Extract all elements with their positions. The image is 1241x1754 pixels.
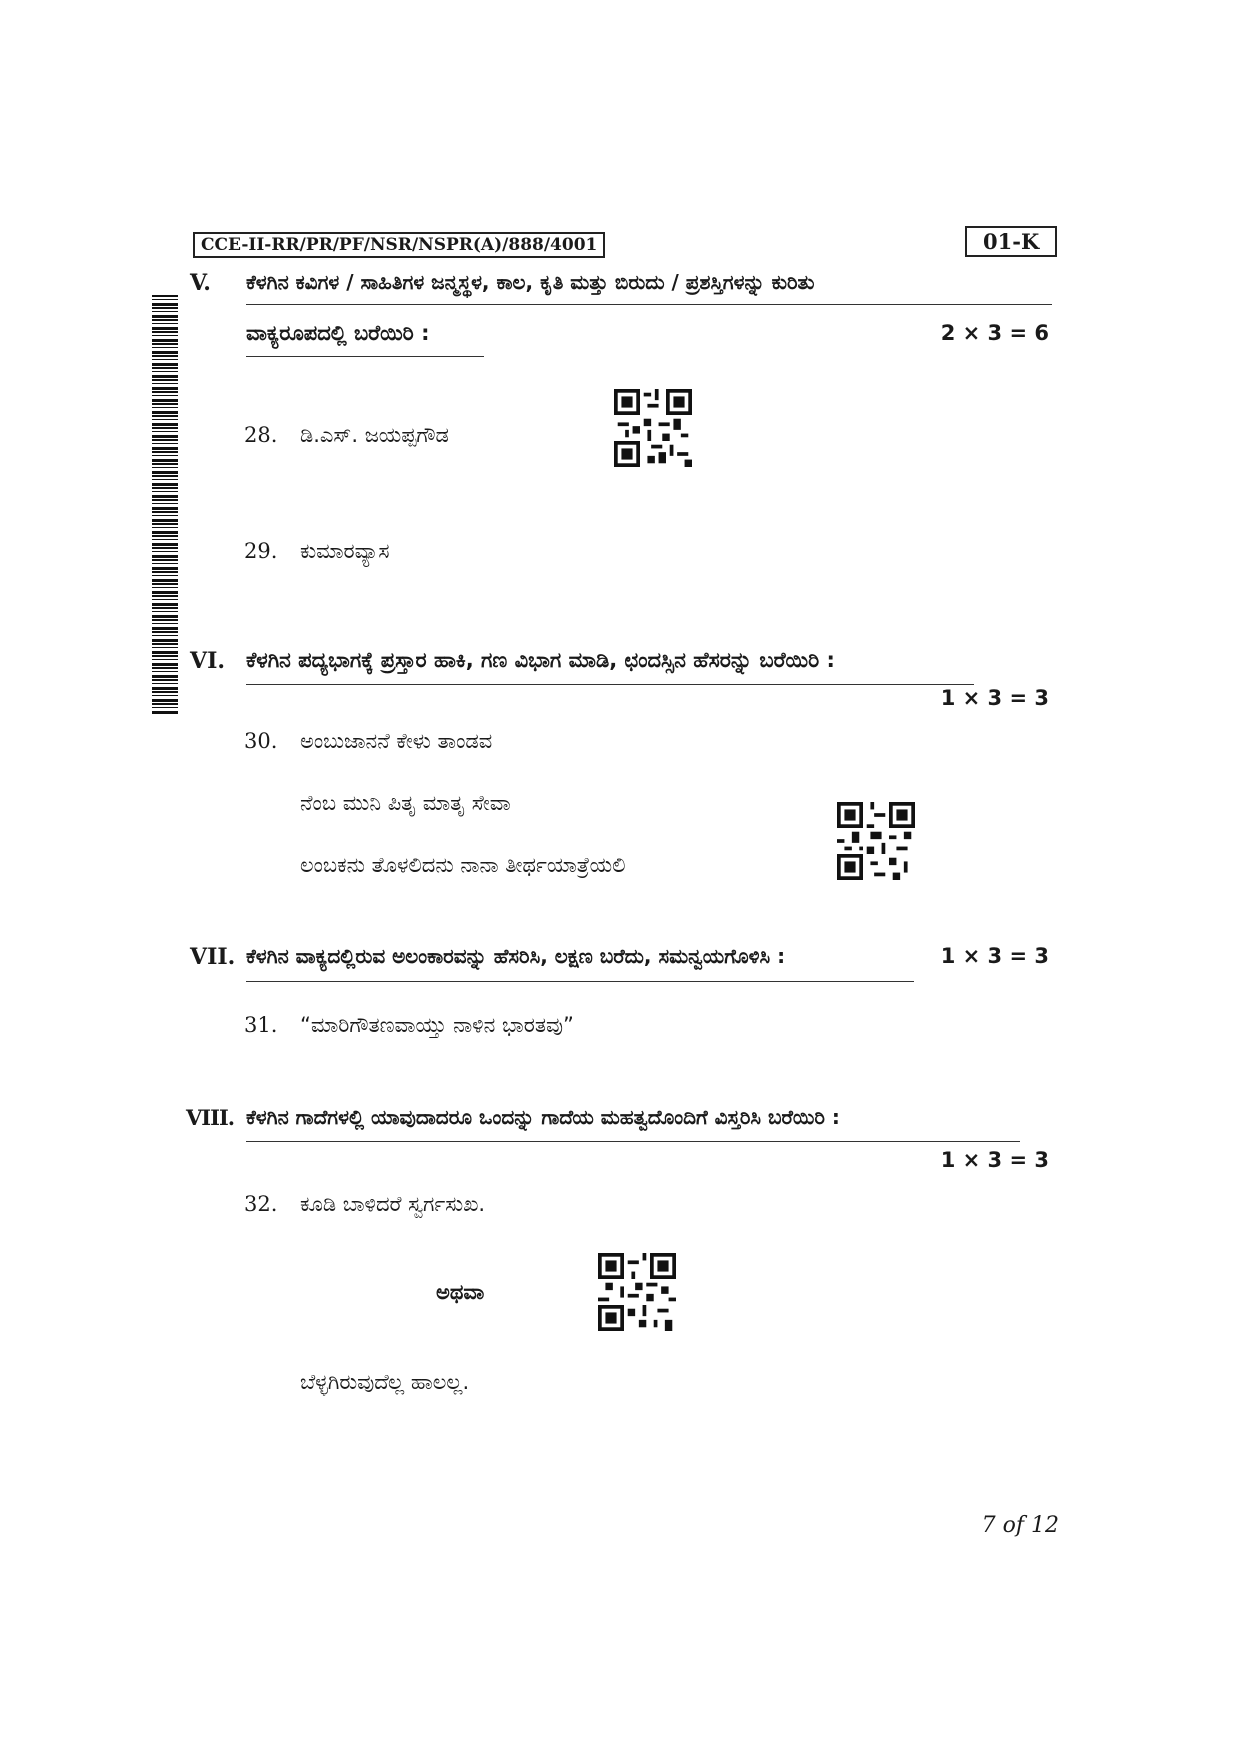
section-vi-marks: 1 × 3 = 3 [940,686,1049,710]
question-29 [244,539,390,564]
question-number: 28. [244,423,278,447]
section-viii-number: VIII. [186,1105,235,1130]
section-v-heading-line1: ಕೆಳಗಿನ ಕವಿಗಳ / ಸಾಹಿತಿಗಳ ಜನ್ಮಸ್ಥಳ, ಕಾಲ, ಕೃತಿ ಮತ್ತು ಬಿರುದು / ಪ್ರಶಸ್ತಿಗಳನ್ನು ಕುರಿತು [246,270,815,294]
question-text: ಕೂಡಿ ಬಾಳಿದರೆ ಸ್ವರ್ಗಸುಖ. [300,1192,486,1216]
section-viii-heading: ಕೆಳಗಿನ ಗಾದೆಗಳಲ್ಲಿ ಯಾವುದಾದರೂ ಒಂದನ್ನು ಗಾದೆಯ ಮಹತ್ವದೊಂದಿಗೆ ವಿಸ್ತರಿಸಿ ಬರೆಯಿರಿ : [246,1105,840,1129]
question-text: ಕುಮಾರವ್ಯಾಸ [300,539,390,563]
alternative-proverb: ಬೆಳ್ಳಗಿರುವುದೆಲ್ಲ ಹಾಲಲ್ಲ. [300,1370,470,1394]
question-number: 29. [244,539,278,563]
question-number: 30. [244,729,278,753]
section-vii-marks: 1 × 3 = 3 [940,944,1049,968]
section-v-underline-2 [246,356,484,357]
question-30 [244,729,492,754]
section-v-heading-line2: ವಾಕ್ಯರೂಪದಲ್ಲಿ ಬರೆಯಿರಿ : [246,321,430,345]
section-v-marks: 2 × 3 = 6 [940,321,1049,345]
question-text: ಡಿ.ಎಸ್. ಜಯಪ್ಪಗೌಡ [300,423,449,447]
section-v-number: V. [190,270,211,296]
poem-line-3: ಲಂಬಕನು ತೊಳಲಿದನು ನಾನಾ ತೀರ್ಥಯಾತ್ರೆಯಲಿ [300,853,626,877]
page-number: 7 of 12 [981,1513,1059,1538]
section-v-underline [246,304,1052,305]
question-32 [244,1192,485,1217]
section-viii-marks: 1 × 3 = 3 [940,1148,1049,1172]
poem-line-1: ಅಂಬುಜಾನನೆ ಕೇಳು ತಾಂಡವ [300,729,493,753]
page-code-box: 01-K [965,226,1057,257]
qr-code [614,389,692,467]
question-number: 31. [244,1013,278,1037]
section-vii-underline [246,981,914,982]
section-viii-underline [246,1141,1020,1142]
question-number: 32. [244,1192,278,1216]
or-label: ಅಥವಾ [436,1280,485,1304]
section-vii-heading: ಕೆಳಗಿನ ವಾಕ್ಯದಲ್ಲಿರುವ ಅಲಂಕಾರವನ್ನು ಹೆಸರಿಸಿ, ಲಕ್ಷಣ ಬರೆದು, ಸಮನ್ವಯಗೊಳಿಸಿ : [246,944,786,968]
qr-code [598,1253,676,1331]
barcode [152,295,178,715]
section-vi-underline [246,684,974,685]
section-vi-number: VI. [190,648,226,674]
poem-line-2: ನೆಂಬ ಮುನಿ ಪಿತೃ ಮಾತೃ ಸೇವಾ [300,791,511,815]
question-31 [244,1013,574,1038]
section-vi-heading: ಕೆಳಗಿನ ಪದ್ಯಭಾಗಕ್ಕೆ ಪ್ರಸ್ತಾರ ಹಾಕಿ, ಗಣ ವಿಭಾಗ ಮಾಡಿ, ಛಂದಸ್ಸಿನ ಹೆಸರನ್ನು ಬರೆಯಿರಿ : [246,648,835,672]
section-vii-number: VII. [190,944,236,970]
paper-code: CCE-II-RR/PR/PF/NSR/NSPR(A)/888/4001 [193,232,605,258]
question-28 [244,423,449,448]
question-text: “ಮಾರಿಗೌತಣವಾಯ್ತು ನಾಳಿನ ಭಾರತವು” [300,1013,574,1037]
qr-code [837,802,915,880]
